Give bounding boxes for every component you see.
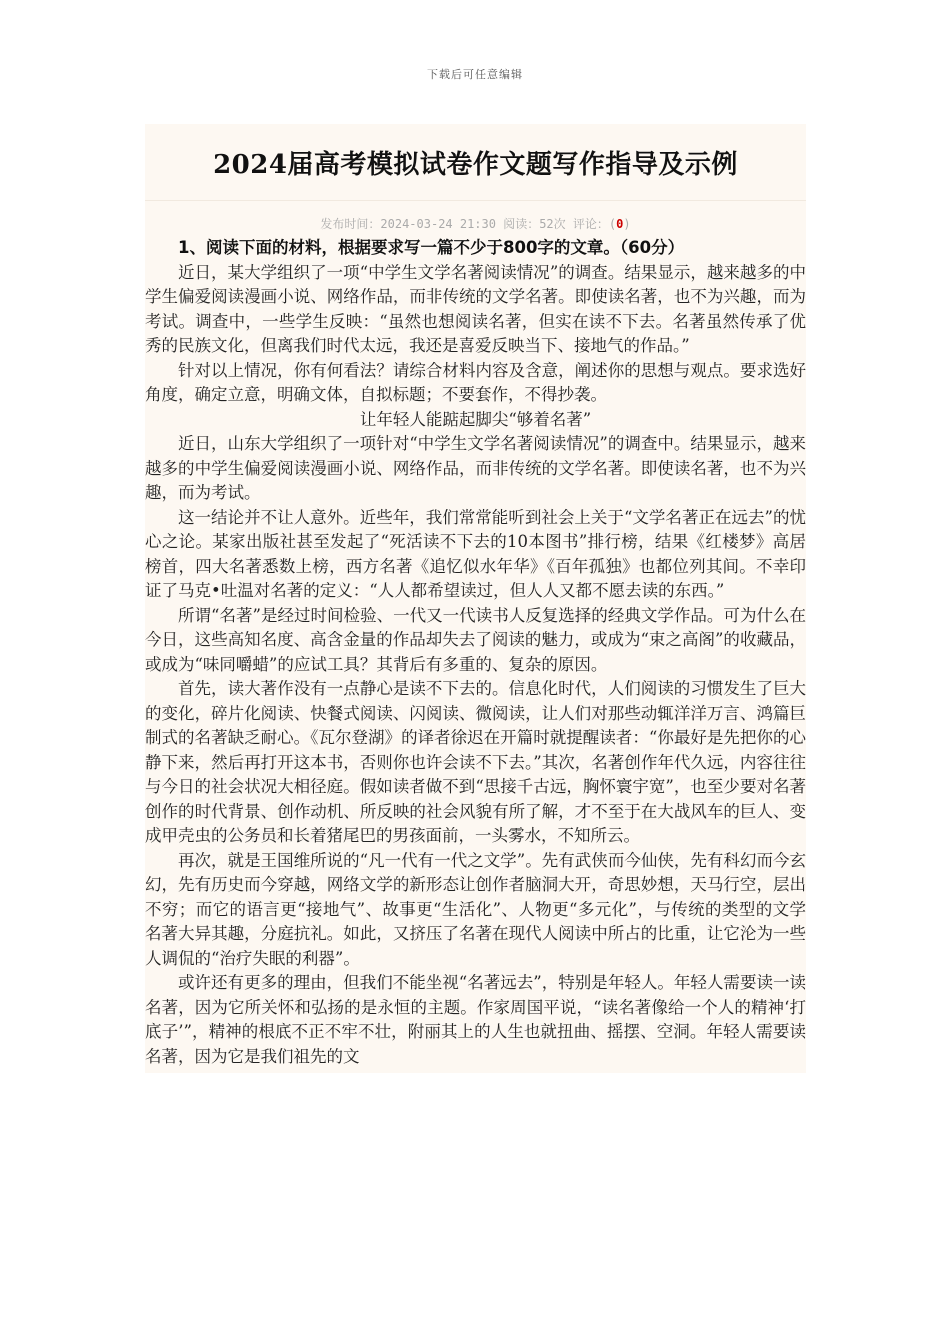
comment-count[interactable]: 0	[616, 217, 624, 231]
article-title: 2024届高考模拟试卷作文题写作指导及示例	[213, 149, 738, 180]
material-paragraph: 近日，某大学组织了一项“中学生文学名著阅读情况”的调查。结果显示，越来越多的中学生偏爱阅读漫画小说、网络作品，而非传统的文学名著。即使读名著，也不为兴趣，而为考试。调查中，一些学生反映：“虽然也想阅读名著，但实在读不下去。名著虽然传承了优秀的民族文化，但离我们时代太远，我还是喜爱反映当下、接地气的作品。”	[145, 262, 806, 355]
header-note: 下载后可任意编辑	[427, 68, 523, 81]
meta-paren-close: )	[623, 217, 631, 231]
article-meta	[145, 215, 806, 232]
essay-paragraph: 或许还有更多的理由，但我们不能坐视“名著远去”，特别是年轻人。年轻人需要读一读名著，因为它所关怀和弘扬的是永恒的主题。作家周国平说，“读名著像给一个人的精神‘打底子’”，精神的根底不正不牢不壮，附丽其上的人生也就扭曲、摇摆、空洞。年轻人需要读名著，因为它是我们祖先的文	[145, 973, 806, 1066]
essay-paragraph: 所谓“名著”是经过时间检验、一代又一代读书人反复选择的经典文学作品。可为什么在今日，这些高知名度、高含金量的作品却失去了阅读的魅力，或成为“束之高阁”的收藏品，或成为“味同嚼蜡”的应试工具？其背后有多重的、复杂的原因。	[145, 605, 806, 674]
essay-paragraph: 首先，读大著作没有一点静心是读不下去的。信息化时代，人们阅读的习惯发生了巨大的变化，碎片化阅读、快餐式阅读、闪阅读、微阅读，让人们对那些动辄洋洋万言、鸿篇巨制式的名著缺乏耐心。《瓦尔登湖》的译者徐迟在开篇时就提醒读者：“你最好是先把你的心静下来，然后再打开这本书，否则你也许会读不下去。”其次，名著创作年代久远，内容往往与今日的社会状况大相径庭。假如读者做不到“思接千古远，胸怀寰宇宽”，也至少要对名著创作的时代背景、创作动机、所反映的社会风貌有所了解，才不至于在大战风车的巨人、变成甲壳虫的公务员和长着猪尾巴的男孩面前，一头雾水，不知所云。	[145, 679, 806, 845]
essay-paragraph: 再次，就是王国维所说的“凡一代有一代之文学”。先有武侠而今仙侠，先有科幻而今玄幻，先有历史而今穿越，网络文学的新形态让创作者脑洞大开，奇思妙想，天马行空，层出不穷；而它的语言更“接地气”、故事更“生活化”、人物更“多元化”，与传统的类型的文学名著大异其趣，分庭抗礼。如此，又挤压了名著在现代人阅读中所占的比重，让它沦为一些人调侃的“治疗失眠的利器”。	[145, 850, 806, 968]
essay-title: 让年轻人能踮起脚尖“够着名著”	[359, 409, 592, 429]
article-body	[145, 232, 806, 1073]
material-paragraph: 针对以上情况，你有何看法？请综合材料内容及含意，阐述你的思想与观点。要求选好角度，确定立意，明确文体，自拟标题；不要套作，不得抄袭。	[145, 360, 806, 404]
essay-paragraph: 近日，山东大学组织了一项针对“中学生文学名著阅读情况”的调查中。结果显示，越来越多的中学生偏爱阅读漫画小说、网络作品，而非传统的文学名著。即使读名著，也不为兴趣，而为考试。	[145, 434, 806, 502]
meta-paren-open: (	[608, 217, 617, 231]
title-box	[145, 124, 806, 201]
essay-paragraph: 这一结论并不让人意外。近些年，我们常常能听到社会上关于“文学名著正在远去”的忧心之论。某家出版社甚至发起了“死活读不下去的10本图书”排行榜，结果《红楼梦》高居榜首，四大名著悉数上榜，西方名著《追忆似水年华》《百年孤独》也都位列其间。不幸印证了马克•吐温对名著的定义：“人人都希望读过，但人人又都不愿去读的东西。”	[145, 507, 806, 600]
question-prompt: 1、阅读下面的材料，根据要求写一篇不少于800字的文章。（60分）	[178, 238, 685, 257]
article-container	[145, 124, 806, 1073]
meta-text: 发布时间：2024-03-24 21:30 阅读：52次 评论：	[320, 217, 609, 231]
